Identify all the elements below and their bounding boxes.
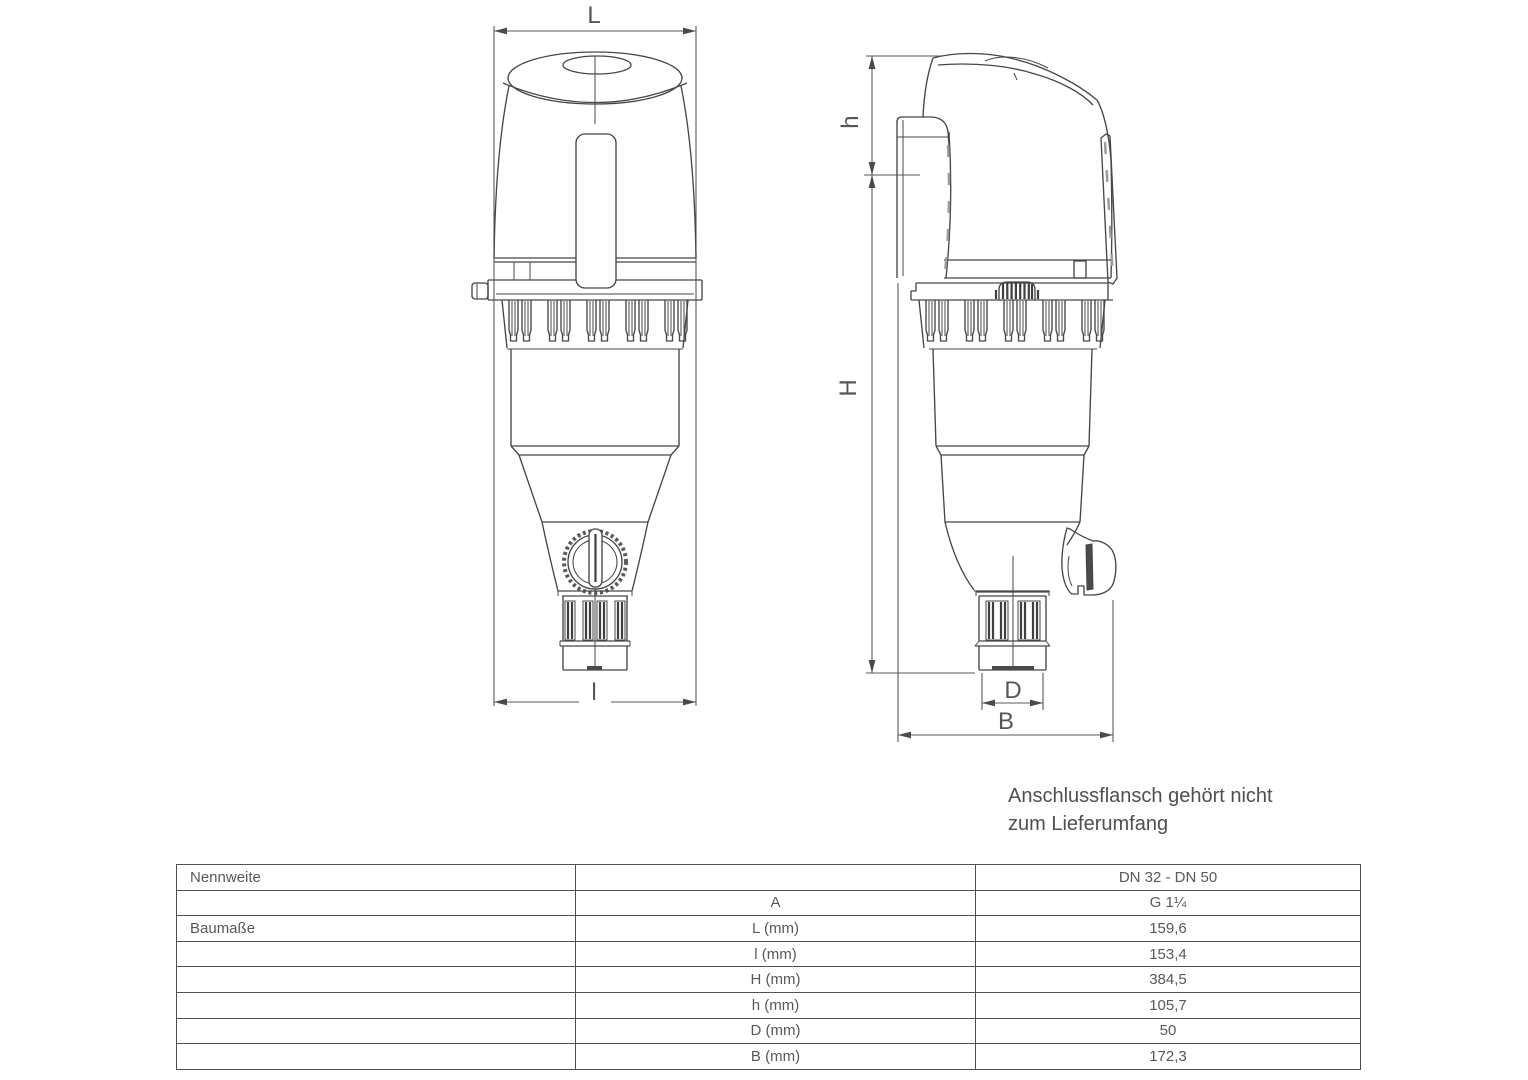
- dim-label-H: H: [835, 379, 862, 397]
- cell-param: A: [576, 890, 976, 916]
- cell-group: [177, 941, 576, 967]
- table-row: [177, 992, 1361, 1018]
- cell-value: 105,7: [976, 992, 1361, 1018]
- cell-param: l (mm): [576, 941, 976, 967]
- dimensions-table: [176, 864, 1361, 1070]
- table-row: [177, 941, 1361, 967]
- dim-label-l: l: [591, 679, 597, 706]
- cell-param: L (mm): [576, 916, 976, 942]
- table-row: [177, 967, 1361, 993]
- cell-value: 384,5: [976, 967, 1361, 993]
- side-view: [864, 54, 1117, 743]
- front-view: [472, 26, 702, 706]
- cell-param: [576, 865, 976, 891]
- table-row: [177, 1018, 1361, 1044]
- dim-label-B: B: [997, 708, 1015, 735]
- table-row: [177, 865, 1361, 891]
- cell-value: 172,3: [976, 1044, 1361, 1070]
- delivery-note-line1: Anschlussflansch gehört nicht: [1008, 785, 1273, 807]
- cell-group: Baumaße: [177, 916, 576, 942]
- cell-value: 159,6: [976, 916, 1361, 942]
- cell-group: [177, 1018, 576, 1044]
- cell-group: Nennweite: [177, 865, 576, 891]
- table-row: [177, 1044, 1361, 1070]
- cell-param: h (mm): [576, 992, 976, 1018]
- dim-label-L: L: [587, 2, 601, 29]
- table-row: [177, 890, 1361, 916]
- cell-group: [177, 992, 576, 1018]
- cell-value: G 1¼: [976, 890, 1361, 916]
- table-row: [177, 916, 1361, 942]
- cell-value: 50: [976, 1018, 1361, 1044]
- dim-label-h: h: [837, 115, 864, 129]
- cell-param: H (mm): [576, 967, 976, 993]
- cell-group: [177, 1044, 576, 1070]
- cell-group: [177, 890, 576, 916]
- cell-group: [177, 967, 576, 993]
- dim-label-D: D: [1004, 677, 1022, 704]
- delivery-note: [1008, 782, 1273, 838]
- cell-value: 153,4: [976, 941, 1361, 967]
- cell-param: D (mm): [576, 1018, 976, 1044]
- dimension-labels: [587, 2, 1021, 735]
- delivery-note-line2: zum Lieferumfang: [1008, 813, 1169, 835]
- cell-value: DN 32 - DN 50: [976, 865, 1361, 891]
- cell-param: B (mm): [576, 1044, 976, 1070]
